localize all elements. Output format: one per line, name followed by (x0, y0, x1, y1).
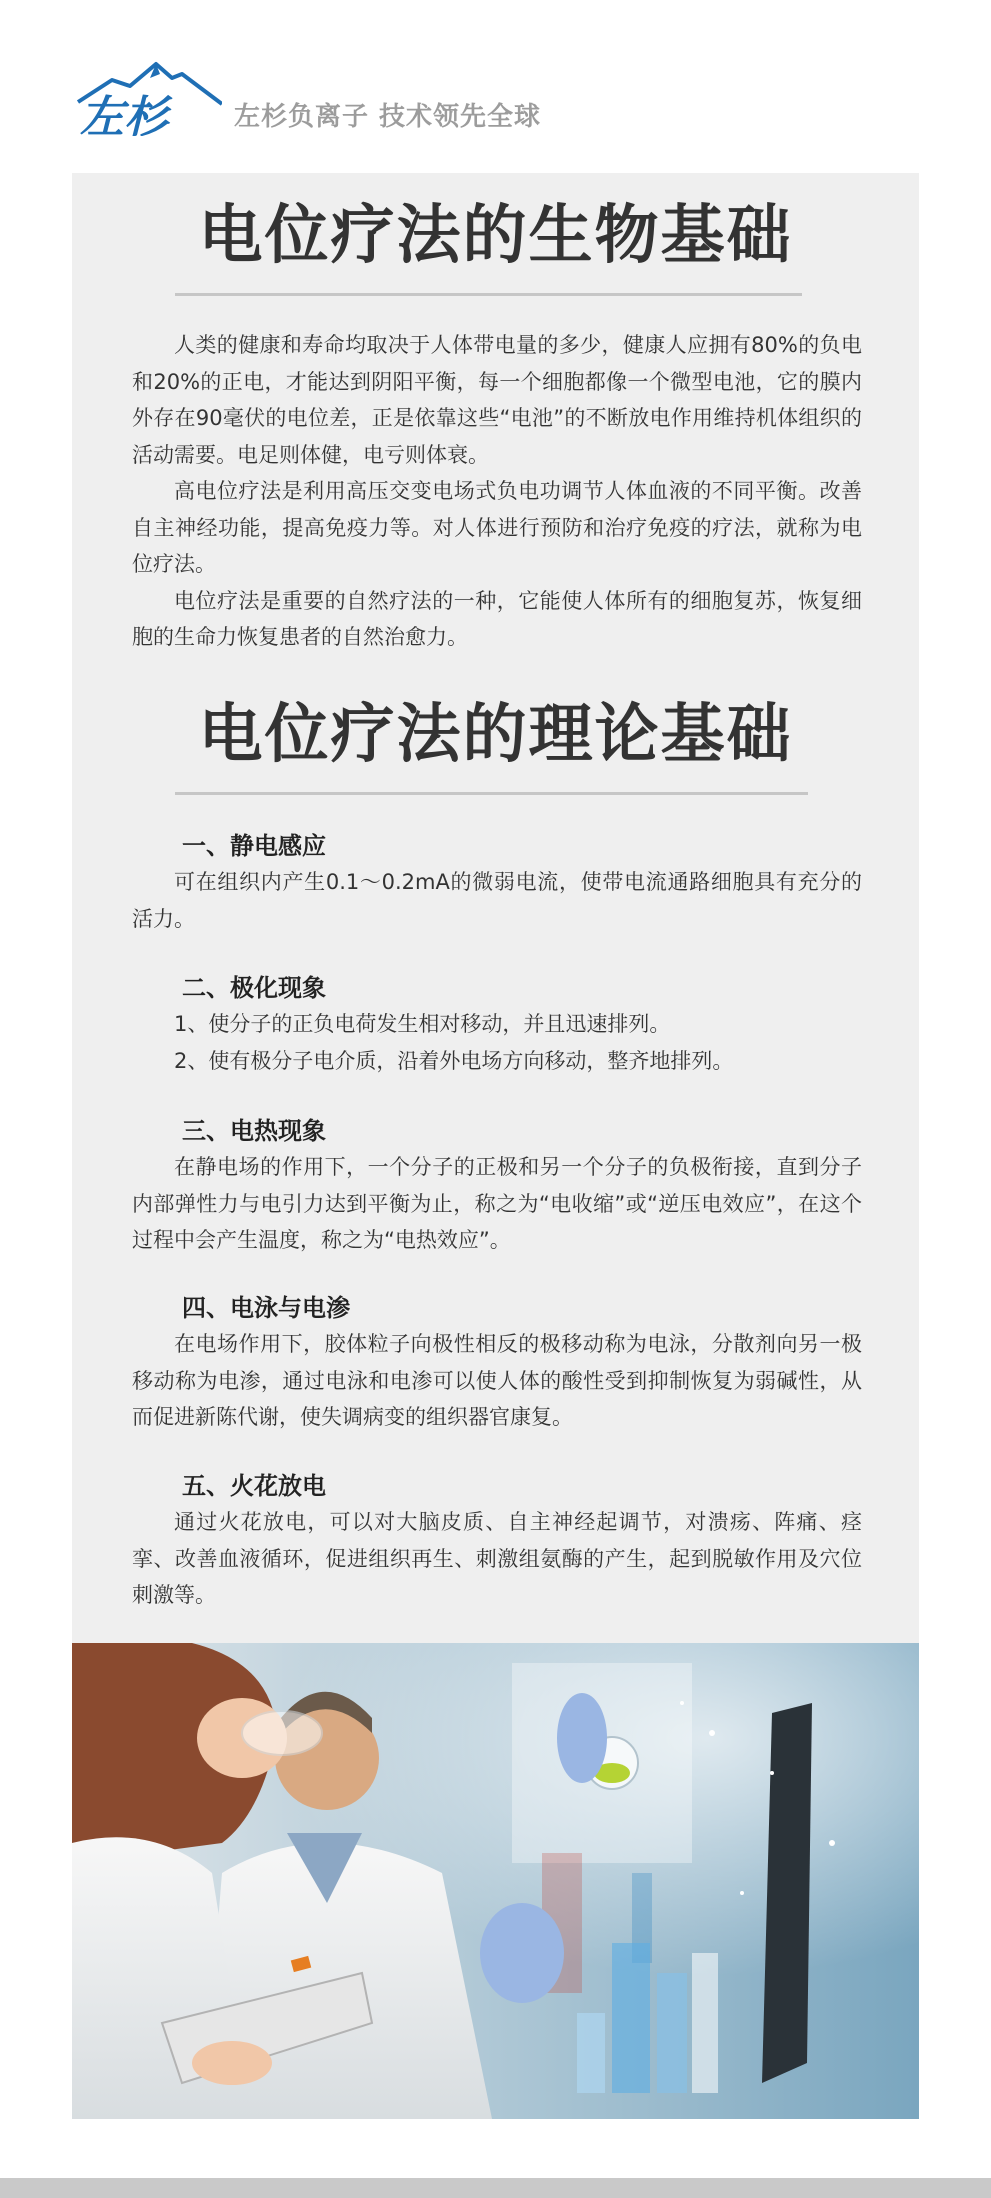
brand-slogan: 左杉负离子 技术领先全球 (234, 102, 542, 132)
brand-header (72, 56, 772, 136)
lab-scientists-photo (72, 1643, 919, 2119)
item-body (132, 1149, 862, 1259)
paragraph: 电位疗法是重要的自然疗法的一种，它能使人体所有的细胞复苏，恢复细胞的生命力恢复患者的自然治愈力。 (132, 588, 862, 649)
footer-strip (0, 2178, 991, 2198)
item-heading: 三、电热现象 (182, 1117, 326, 1145)
item-body (132, 1504, 862, 1614)
section-title-theoretical-basis: 电位疗法的理论基础 (198, 698, 793, 772)
lab-photo-illustration (72, 1643, 919, 2119)
item-heading: 五、火花放电 (182, 1472, 326, 1500)
item-heading: 一、静电感应 (182, 832, 326, 860)
title-divider (175, 792, 808, 795)
item-heading: 四、电泳与电渗 (182, 1294, 350, 1322)
item-line: 在电场作用下，胶体粒子向极性相反的极移动称为电泳，分散剂向另一极移动称为电渗，通过电泳和电渗可以使人体的酸性受到抑制恢复为弱碱性，从而促进新陈代谢，使失调病变的组织器官康复。 (132, 1332, 862, 1429)
item-line: 可在组织内产生0.1～0.2mA的微弱电流，使带电流通路细胞具有充分的活力。 (132, 870, 862, 931)
item-body (132, 864, 862, 937)
item-line: 2、使有极分子电介质，沿着外电场方向移动，整齐地排列。 (174, 1048, 734, 1073)
content-panel (72, 173, 919, 1643)
title-divider (175, 293, 802, 296)
item-heading: 二、极化现象 (182, 974, 326, 1002)
logo-text: 左杉 (80, 92, 168, 136)
item-body (132, 1006, 862, 1079)
section-title-biological-basis: 电位疗法的生物基础 (198, 199, 793, 273)
paragraph: 高电位疗法是利用高压交变电场式负电功调节人体血液的不同平衡。改善自主神经功能，提高免疫力等。对人体进行预防和治疗免疫的疗法，就称为电位疗法。 (132, 479, 862, 576)
item-body (132, 1326, 862, 1436)
biological-basis-body (132, 327, 862, 656)
paragraph: 人类的健康和寿命均取决于人体带电量的多少，健康人应拥有80%的负电和20%的正电，才能达到阴阳平衡，每一个细胞都像一个微型电池，它的膜内外存在90毫伏的电位差，正是依靠这些“电池”的不断放电作用维持机体组织的活动需要。电足则体健，电亏则体衰。 (132, 333, 862, 467)
item-line: 在静电场的作用下，一个分子的正极和另一个分子的负极衔接，直到分子内部弹性力与电引力达到平衡为止，称之为“电收缩”或“逆压电效应”，在这个过程中会产生温度，称之为“电热效应”。 (132, 1155, 862, 1252)
item-line: 通过火花放电，可以对大脑皮质、自主神经起调节，对溃疡、阵痛、痉挛、改善血液循环，促进组织再生、刺激组氨酶的产生，起到脱敏作用及穴位刺激等。 (132, 1510, 862, 1607)
item-line: 1、使分子的正负电荷发生相对移动，并且迅速排列。 (174, 1012, 671, 1036)
zuoshan-logo-icon (72, 56, 222, 136)
